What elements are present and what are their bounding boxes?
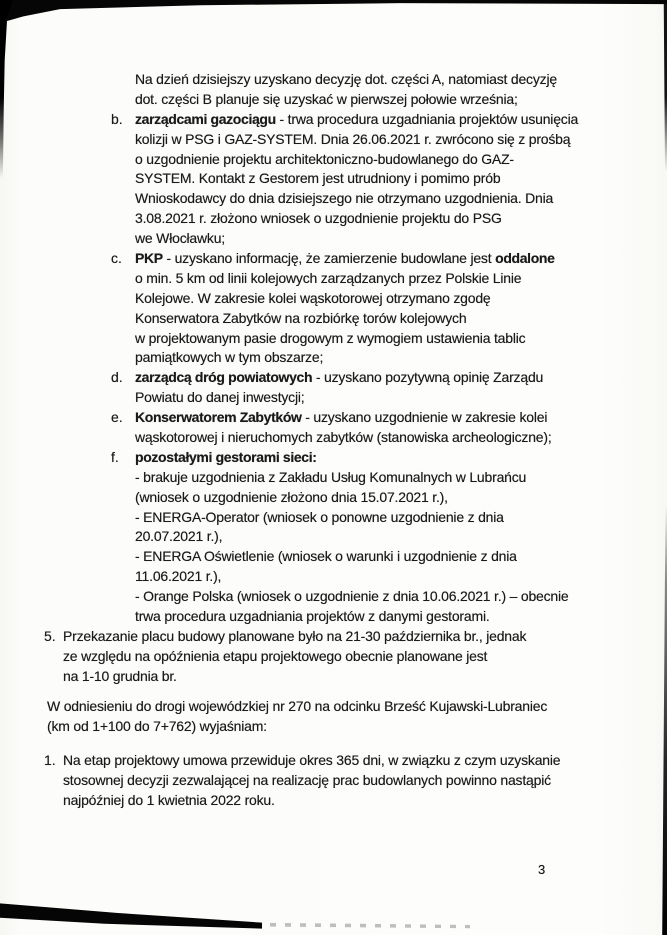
text-segment: - uzyskano uzgodnienie w zakresie kolei	[301, 409, 548, 426]
text-line	[135, 130, 667, 150]
text-line	[135, 169, 667, 189]
text-segment: Na dzień dzisiejszy uzyskano decyzję dot. części A, natomiast decyzję	[135, 71, 557, 87]
text-line	[135, 269, 667, 289]
text-line	[135, 468, 667, 488]
text-line	[63, 667, 667, 687]
text-line	[135, 309, 667, 329]
bold-text-segment: oddalone	[495, 250, 555, 267]
text-line	[135, 249, 667, 269]
doc-block	[0, 627, 667, 687]
text-segment: Konserwatora Zabytków na rozbiórkę torów kolejowych	[135, 309, 467, 326]
scan-edge-bottom	[0, 901, 262, 931]
text-segment: o uzgodnienie projektu architektoniczno-budowlanego do GAZ-	[135, 150, 514, 167]
text-line	[135, 209, 667, 229]
text-line	[135, 229, 667, 249]
text-line	[135, 189, 667, 209]
text-segment: na 1-10 grudnia br.	[63, 667, 177, 684]
text-segment: - ENERGA-Operator (wniosek o ponowne uzgodnienie z dnia	[135, 508, 504, 525]
text-line	[135, 547, 667, 567]
text-segment: W odniesieniu do drogi wojewódzkiej nr 270 na odcinku Brześć Kujawski-Lubraniec	[47, 697, 548, 714]
text-line	[63, 791, 667, 811]
text-line	[135, 348, 667, 368]
text-line	[63, 751, 667, 771]
bold-text-segment: zarządcą dróg powiatowych	[135, 369, 313, 386]
text-segment: o min. 5 km od linii kolejowych zarządzanych przez Polskie Linie	[135, 269, 522, 286]
text-line	[135, 587, 667, 607]
text-segment: SYSTEM. Kontakt z Gestorem jest utrudniony i pomimo prób	[135, 170, 501, 187]
text-segment: - trwa procedura uzgadniania projektów usunięcia	[275, 110, 579, 127]
text-segment: ze względu na opóźnienia etapu projektowego obecnie planowane jest	[63, 647, 488, 664]
text-segment: w projektowanym pasie drogowym z wymogiem ustawienia tablic	[135, 329, 526, 346]
bold-text-segment: PKP	[135, 250, 163, 267]
text-segment: we Włocławku;	[135, 230, 225, 247]
doc-block	[0, 249, 667, 368]
text-line	[135, 90, 667, 110]
text-line	[135, 329, 667, 349]
text-line	[135, 488, 667, 508]
text-segment: 20.07.2021 r.),	[135, 528, 223, 545]
text-segment: stosownej decyzji zezwalającej na realizację prac budowlanych powinno nastąpić	[63, 772, 551, 789]
doc-block	[0, 110, 667, 249]
doc-block	[0, 70, 667, 110]
text-segment: 3.08.2021 r. złożono wniosek o uzgodnienie projektu do PSG	[135, 210, 502, 227]
list-marker: b.	[111, 110, 123, 127]
text-line	[47, 697, 667, 717]
text-segment: wąskotorowej i nieruchomych zabytków (stanowiska archeologiczne);	[135, 429, 552, 446]
text-line	[63, 647, 667, 667]
text-segment: kolizji w PSG i GAZ-SYSTEM. Dnia 26.06.2021 r. zwrócono się z prośbą	[135, 130, 571, 147]
page-number: 3	[538, 862, 546, 877]
text-segment: najpóźniej do 1 kwietnia 2022 roku.	[63, 792, 275, 809]
text-segment: - uzyskano pozytywną opinię Zarządu	[312, 369, 544, 386]
text-segment: 11.06.2021 r.),	[135, 568, 222, 585]
text-segment: - ENERGA Oświetlenie (wniosek o warunki i uzgodnienie z dnia	[135, 548, 517, 565]
doc-block	[0, 408, 667, 448]
text-line	[63, 771, 667, 791]
text-line	[135, 448, 667, 468]
document-content	[0, 70, 667, 811]
list-marker: e.	[111, 409, 123, 426]
list-marker: f.	[111, 448, 119, 465]
text-line	[135, 289, 667, 309]
list-marker: 1.	[44, 752, 56, 769]
doc-block	[0, 751, 667, 811]
bold-text-segment: zarządcami gazociągu	[135, 110, 276, 127]
text-segment: - brakuje uzgodnienia z Zakładu Usług Komunalnych w Lubrańcu	[135, 468, 527, 485]
text-segment: dot. części B planuje się uzyskać w pierwszej połowie września;	[135, 90, 518, 107]
text-segment: Na etap projektowy umowa przewiduje okres 365 dni, w związku z czym uzyskanie	[63, 752, 561, 769]
text-segment: (km od 1+100 do 7+762) wyjaśniam:	[47, 717, 267, 734]
text-line	[135, 428, 667, 448]
text-line	[135, 567, 667, 587]
text-line	[135, 527, 667, 547]
text-line	[135, 408, 667, 428]
text-segment: Kolejowe. W zakresie kolei wąskotorowej otrzymano zgodę	[135, 289, 491, 306]
scan-edge-bottom-specks	[255, 920, 470, 929]
scan-edge-top	[0, 0, 667, 24]
bold-text-segment: Konserwatorem Zabytków	[135, 409, 302, 426]
text-line	[135, 607, 667, 627]
text-segment: trwa procedura uzgadniania projektów z danymi gestorami.	[135, 608, 490, 625]
text-segment: - Orange Polska (wniosek o uzgodnienie z dnia 10.06.2021 r.) – obecnie	[135, 588, 569, 605]
text-line	[135, 110, 667, 130]
text-line	[135, 150, 667, 170]
bold-text-segment: pozostałymi gestorami sieci:	[135, 448, 317, 465]
text-segment: Przekazanie placu budowy planowane było na 21-30 października br., jednak	[63, 627, 527, 644]
text-line	[135, 70, 667, 90]
list-marker: c.	[111, 250, 122, 267]
text-line	[47, 717, 667, 737]
doc-block	[0, 448, 667, 627]
text-segment: (wniosek o uzgodnienie złożono dnia 15.07.2021 r.),	[135, 488, 448, 505]
text-segment: pamiątkowych w tym obszarze;	[135, 349, 324, 366]
text-segment: - uzyskano informację, że zamierzenie budowlane jest	[162, 250, 496, 267]
doc-block	[0, 697, 667, 737]
text-line	[135, 508, 667, 528]
doc-block	[0, 368, 667, 408]
list-marker: d.	[111, 369, 123, 386]
text-line	[135, 368, 667, 388]
text-line	[135, 388, 667, 408]
text-segment: Powiatu do danej inwestycji;	[135, 389, 305, 406]
text-line	[63, 627, 667, 647]
list-marker: 5.	[44, 627, 56, 644]
text-segment: Wnioskodawcy do dnia dzisiejszego nie otrzymano uzgodnienia. Dnia	[135, 190, 554, 207]
